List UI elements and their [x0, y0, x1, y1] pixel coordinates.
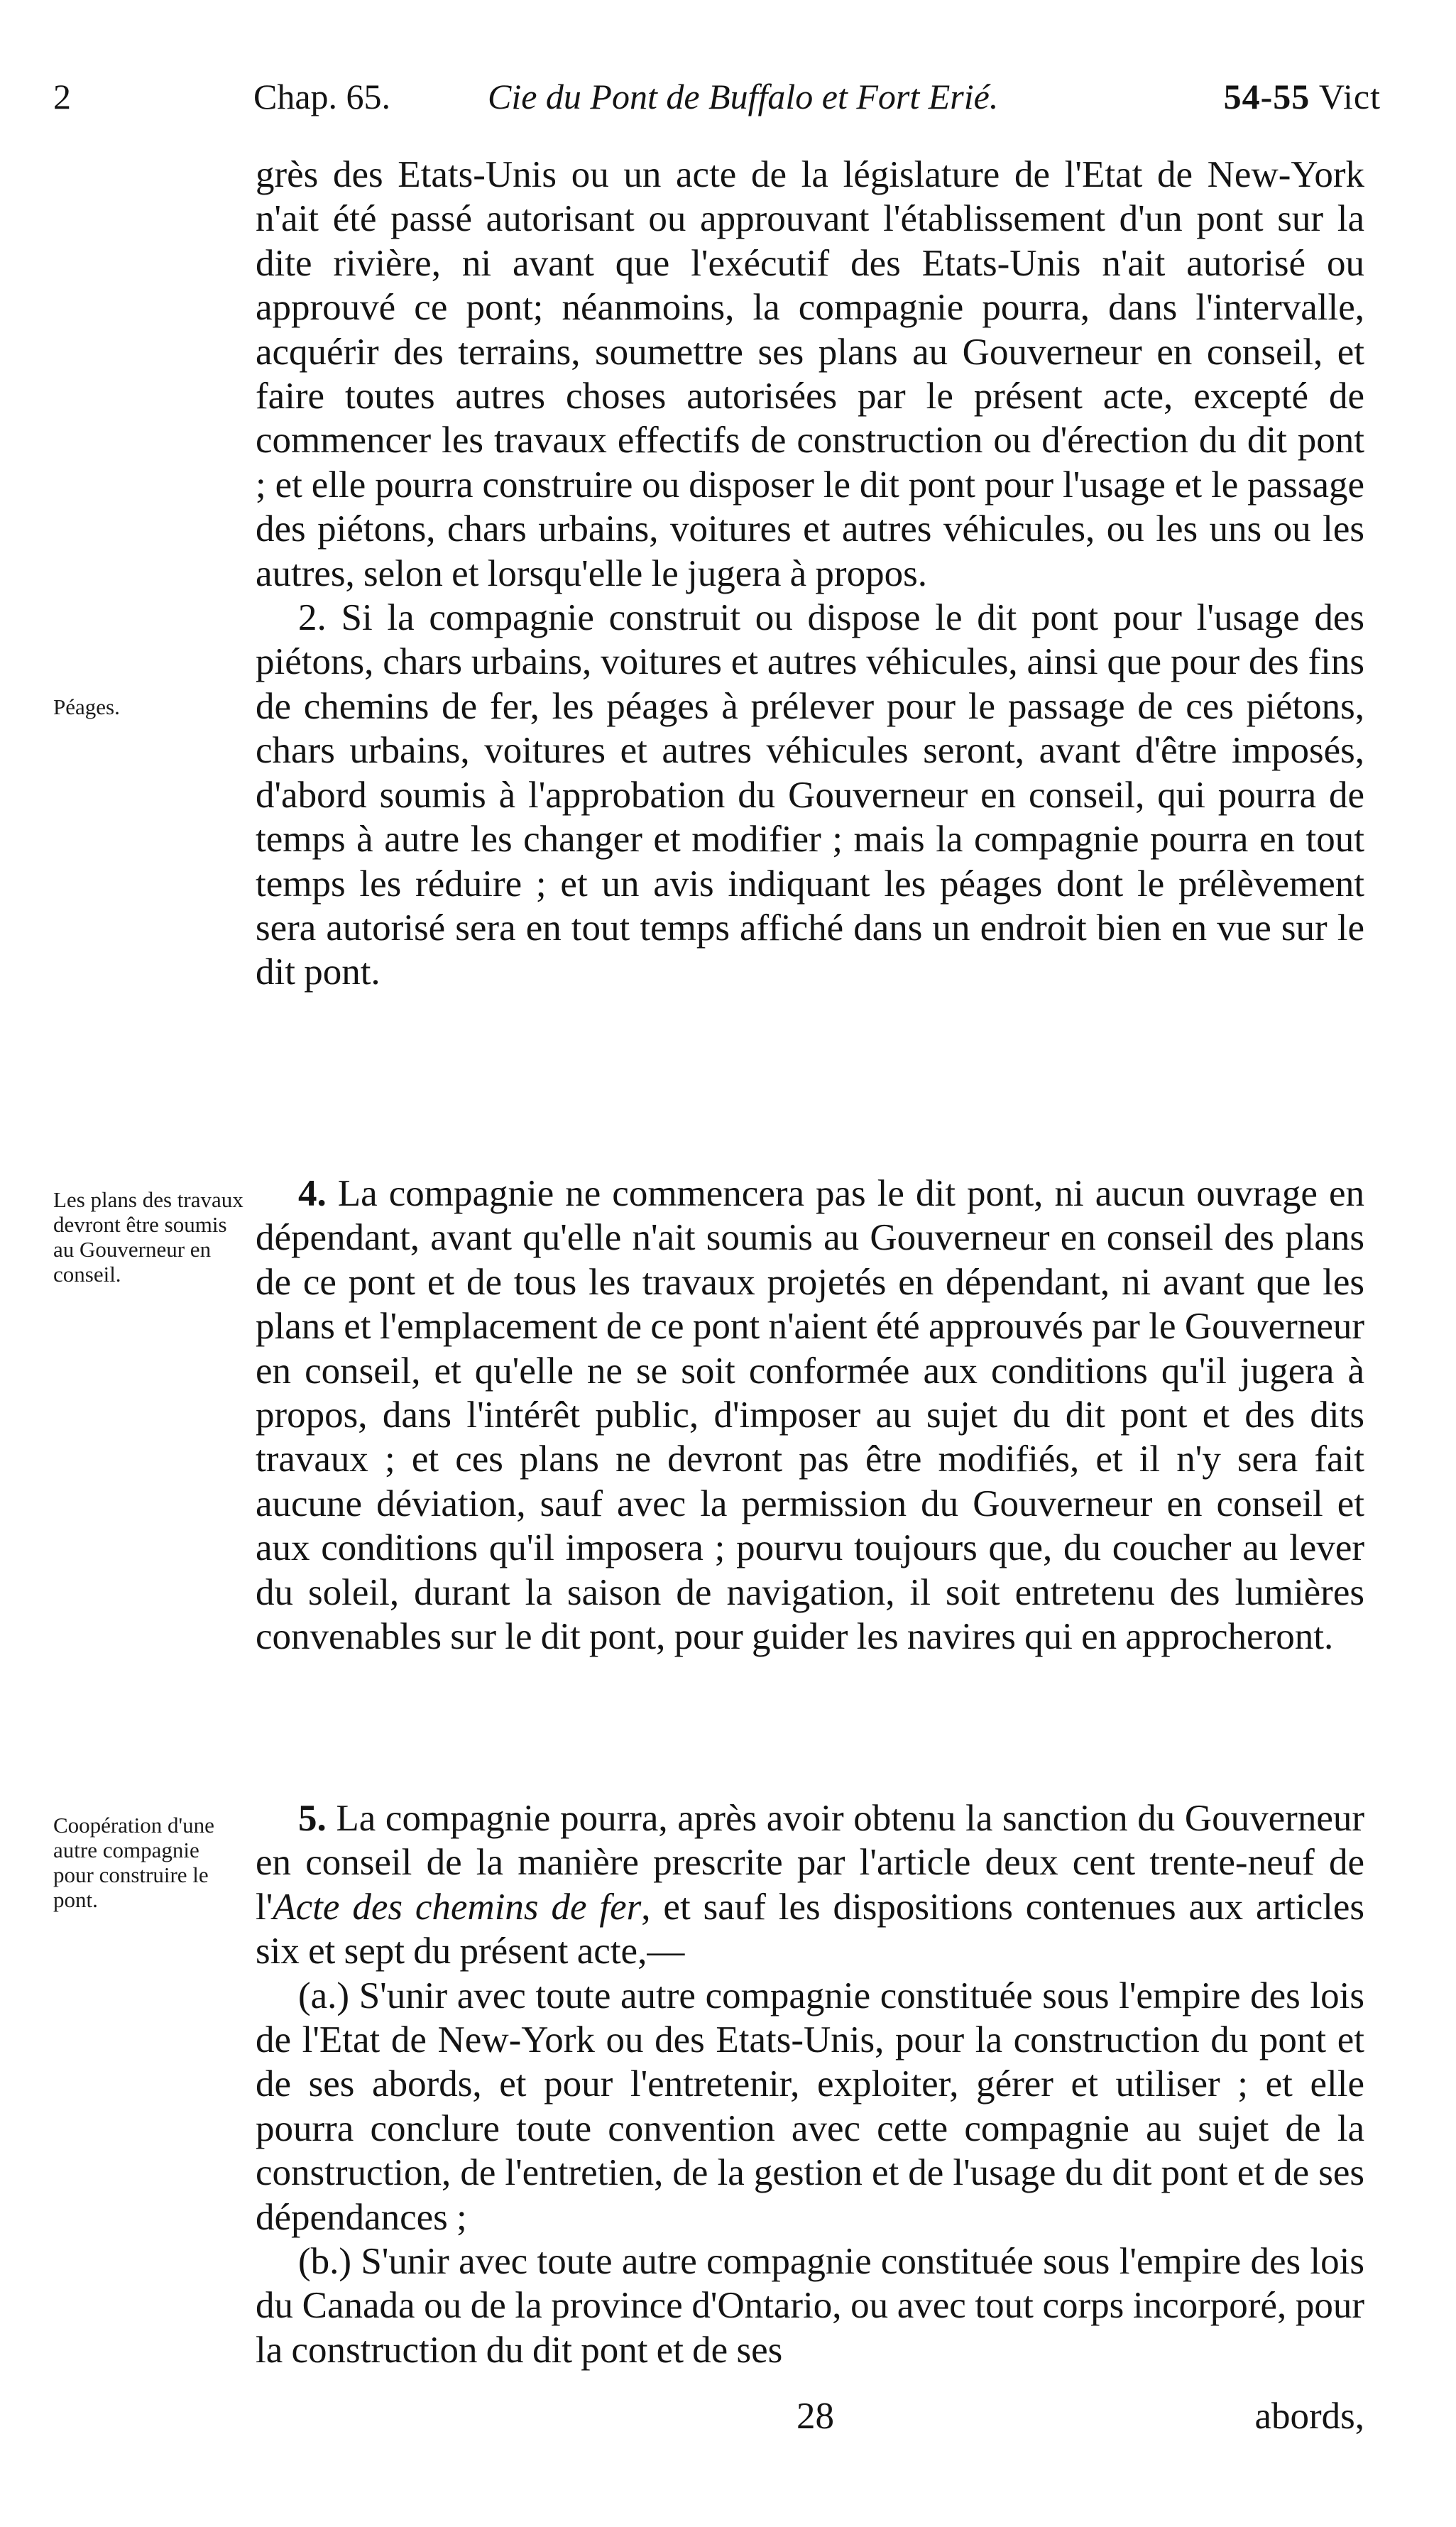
page-number: 2	[53, 77, 71, 116]
section-5-number: 5.	[298, 1798, 327, 1839]
page-footer	[256, 2391, 1364, 2441]
section-5	[256, 1796, 1364, 1974]
clause-a	[256, 1974, 1364, 2239]
running-header	[53, 68, 1381, 125]
clause-b-label: (b.)	[298, 2241, 352, 2283]
paragraph-2-text: Si la compagnie construit ou dispose le dit pont pour l'usage des piétons, chars urbains, voitures et autres véhicules, ainsi que pour des fins de chemins de fer, les péages à prélever pour le passage de ces piétons, chars urbains, voitures et autres véhicules seront, avant d'être imposés, d'abord soumis à l'approbation du Gouverneur en conseil, qui pourra de temps à autre les changer et modifier ; mais la compagnie pourra en tout temps les réduire ; et un avis indiquant les péages dont le prélèvement sera autorisé sera en tout temps affiché dans un endroit bien en vue sur le dit pont.	[256, 597, 1364, 993]
text-block-section-4	[256, 1172, 1364, 1659]
section-5-text-b: , et sauf les dispositions contenues aux articles six et sept du présent acte,—	[256, 1886, 1364, 1972]
margin-note-peages: Péages.	[53, 694, 120, 719]
text-block-sections-2-3	[256, 153, 1364, 995]
clause-a-label: (a.)	[298, 1975, 350, 2016]
margin-note-plans: Les plans des travaux devront être soumis au Gouverneur en conseil.	[53, 1187, 243, 1287]
section-4	[256, 1172, 1364, 1659]
railway-act-title: Acte des chemins de fer	[273, 1886, 642, 1928]
paragraph-2	[256, 596, 1364, 995]
margin-note-cooperation: Coopération d'une autre compagnie pour construire le pont.	[53, 1813, 214, 1912]
act-title: Cie du Pont de Buffalo et Fort Erié.	[488, 77, 999, 116]
paragraph-2-number: 2.	[298, 597, 327, 639]
section-5-text-a: La compagnie pourra, après avoir obtenu la sanction du Gouverneur en conseil de la manière prescrite par l'article deux cent trente-neuf de l'	[256, 1798, 1365, 1928]
signature-mark: 28	[797, 2396, 834, 2437]
text-block-section-5	[256, 1796, 1364, 2372]
regnal-suffix: Vict	[1318, 77, 1381, 116]
clause-b-text: S'unir avec toute autre compagnie constituée sous l'empire des lois du Canada ou de la province d'Ontario, ou avec tout corps incorporé, pour la construction du dit pont et de ses	[256, 2241, 1364, 2371]
chapter-label: Chap. 65.	[253, 77, 391, 116]
catchword: abords,	[1254, 2396, 1364, 2437]
section-4-text: La compagnie ne commencera pas le dit pont, ni aucun ouvrage en dépendant, avant qu'elle n'ait soumis au Gouverneur en conseil des plans de ce pont et de tous les travaux projetés en dépendant, ni avant que les plans et l'emplacement de ce pont n'aient été approuvés par le Gouverneur en conseil, et qu'elle ne se soit conformée aux conditions qu'il jugera à propos, dans l'intérêt public, d'imposer au sujet du dit pont et des dits travaux ; et ces plans ne devront pas être modifiés, et il n'y sera fait aucune déviation, sauf avec la permission du Gouverneur en conseil et aux conditions qu'il imposera ; pourvu toujours que, du coucher au lever du soleil, durant la saison de navigation, il soit entretenu des lumières convenables sur le dit pont, pour guider les navires qui en approcheront.	[256, 1173, 1365, 1658]
regnal-years-number: 54-55	[1223, 77, 1310, 116]
clause-b	[256, 2239, 1364, 2372]
continued-paragraph: grès des Etats-Unis ou un acte de la législature de l'Etat de New-York n'ait été passé autorisant ou approuvant l'établissement d'un pont sur la dite rivière, ni avant que l'exécutif des Etats-Unis n'ait autorisé ou approuvé ce pont; néanmoins, la compagnie pourra, dans l'intervalle, acquérir des terrains, soumettre ses plans au Gouverneur en conseil, et faire toutes autres choses autorisées par le présent acte, excepté de commencer les travaux effectifs de construction ou d'érection du dit pont ; et elle pourra construire ou disposer le dit pont pour l'usage et le passage des piétons, chars urbains, voitures et autres véhicules, ou les uns ou les autres, selon et lorsqu'elle le jugera à propos.	[256, 154, 1364, 594]
section-4-number: 4.	[298, 1173, 327, 1214]
clause-a-text: S'unir avec toute autre compagnie constituée sous l'empire des lois de l'Etat de New-York ou des Etats-Unis, pour la construction du pont et de ses abords, et pour l'entretenir, exploiter, gérer et utiliser ; et elle pourra conclure toute convention avec cette compagnie au sujet de la construction, de l'entretien, de la gestion et de l'usage du dit pont et de ses dépendances ;	[256, 1975, 1364, 2238]
regnal-years	[1224, 68, 1381, 125]
